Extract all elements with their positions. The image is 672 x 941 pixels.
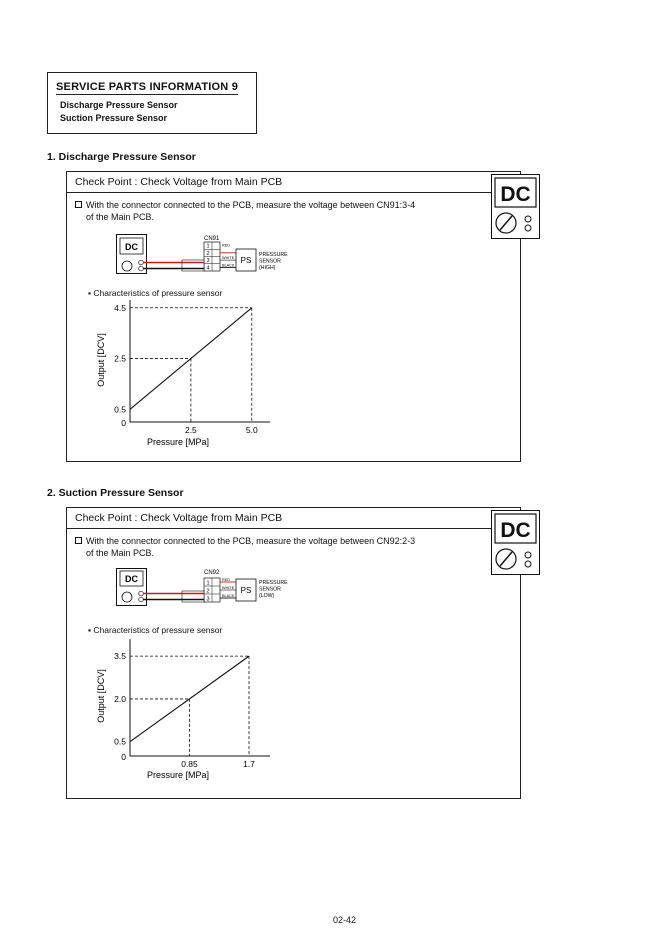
subtitle-suction: Suction Pressure Sensor: [60, 113, 168, 123]
x-tick-label: 2.5: [184, 425, 197, 435]
wiring-meter-label: DC: [125, 242, 138, 252]
x-tick-label: 1.7: [243, 759, 255, 769]
multimeter-icon: [491, 174, 540, 239]
pressure-chart-discharge: [90, 300, 270, 452]
x-tick-label: 5.0: [245, 425, 258, 435]
y-axis-label: Output [DCV]: [96, 333, 106, 387]
characteristics-text: Characteristics of pressure sensor: [93, 288, 223, 298]
multimeter-icon: [491, 510, 540, 575]
subtitle-discharge: Discharge Pressure Sensor: [60, 100, 178, 110]
y-tick-label: 2.5: [114, 353, 126, 364]
pin-label: 1: [206, 243, 210, 250]
wire-color-white: WHITE: [222, 585, 235, 590]
x-tick-label: 0.85: [181, 759, 198, 769]
wire-color-black: BLACK: [222, 263, 235, 268]
connector-label: CN92: [204, 570, 220, 576]
check-point-header: [67, 172, 520, 193]
connector-label: CN91: [204, 236, 220, 242]
y-tick-label: 2.0: [114, 693, 126, 704]
sensor-text: PRESSURE: [259, 580, 288, 586]
pin-label: 1: [206, 580, 210, 587]
instruction-line-1: With the connector connected to the PCB, measure the voltage between CN92:2-3: [86, 536, 416, 546]
wiring-meter-label: DC: [125, 574, 138, 584]
y-tick-label: 3.5: [114, 651, 126, 662]
title-box: [47, 72, 257, 134]
wiring-diagram: [114, 232, 304, 276]
instruction-line-2: of the Main PCB.: [86, 212, 155, 222]
wiring-diagram: [114, 566, 304, 608]
origin-label: 0: [121, 418, 126, 428]
checkbox-icon: [75, 201, 82, 208]
wire-color-white: WHITE: [222, 256, 235, 260]
section-heading-discharge: 1. Discharge Pressure Sensor: [47, 151, 196, 163]
sensor-text: PRESSURE: [259, 252, 288, 258]
sensor-text: (LOW): [259, 593, 275, 599]
origin-label: 0: [121, 752, 126, 762]
pressure-chart-suction: [90, 636, 270, 786]
checkbox-icon: [75, 537, 82, 544]
characteristics-label: ▪ Characteristics of pressure sensor: [88, 625, 223, 635]
pin-label: 3: [206, 596, 210, 603]
instruction-line-1: With the connector connected to the PCB, measure the voltage between CN91:3-4: [86, 200, 416, 210]
wire-color-red: RED: [222, 577, 231, 582]
sensor-text: (HIGH): [259, 265, 276, 271]
sensor-label: PS: [240, 586, 252, 595]
instruction-line-2: of the Main PCB.: [86, 548, 155, 558]
wire-color-red: RED: [222, 243, 231, 248]
section-heading-suction: 2. Suction Pressure Sensor: [47, 487, 184, 499]
characteristics-label: ▪ Characteristics of pressure sensor: [88, 288, 223, 298]
check-point-text: Check Point : Check Voltage from Main PCB: [75, 176, 283, 188]
pin-label: 2: [206, 251, 210, 257]
sensor-text: SENSOR: [259, 258, 281, 265]
y-axis-label: Output [DCV]: [96, 669, 106, 723]
page-number: 02-42: [333, 915, 357, 925]
page-title: SERVICE PARTS INFORMATION 9: [56, 81, 239, 93]
check-point-header: [67, 508, 520, 529]
pin-label: 2: [206, 588, 210, 595]
x-axis-label: Pressure [MPa]: [146, 770, 210, 780]
sensor-label: PS: [240, 256, 252, 265]
meter-display-label: DC: [500, 183, 531, 206]
meter-display-label: DC: [500, 519, 531, 542]
wire-color-black: BLACK: [222, 593, 235, 598]
x-axis-label: Pressure [MPa]: [146, 437, 210, 447]
y-tick-label: 4.5: [114, 302, 126, 313]
y-tick-label: 0.5: [114, 736, 126, 747]
pin-label: 4: [206, 265, 210, 272]
sensor-text: SENSOR: [259, 586, 281, 593]
characteristics-text: Characteristics of pressure sensor: [93, 625, 223, 635]
y-tick-label: 0.5: [114, 404, 126, 415]
check-point-text: Check Point : Check Voltage from Main PCB: [75, 512, 283, 524]
pin-label: 3: [206, 258, 210, 265]
